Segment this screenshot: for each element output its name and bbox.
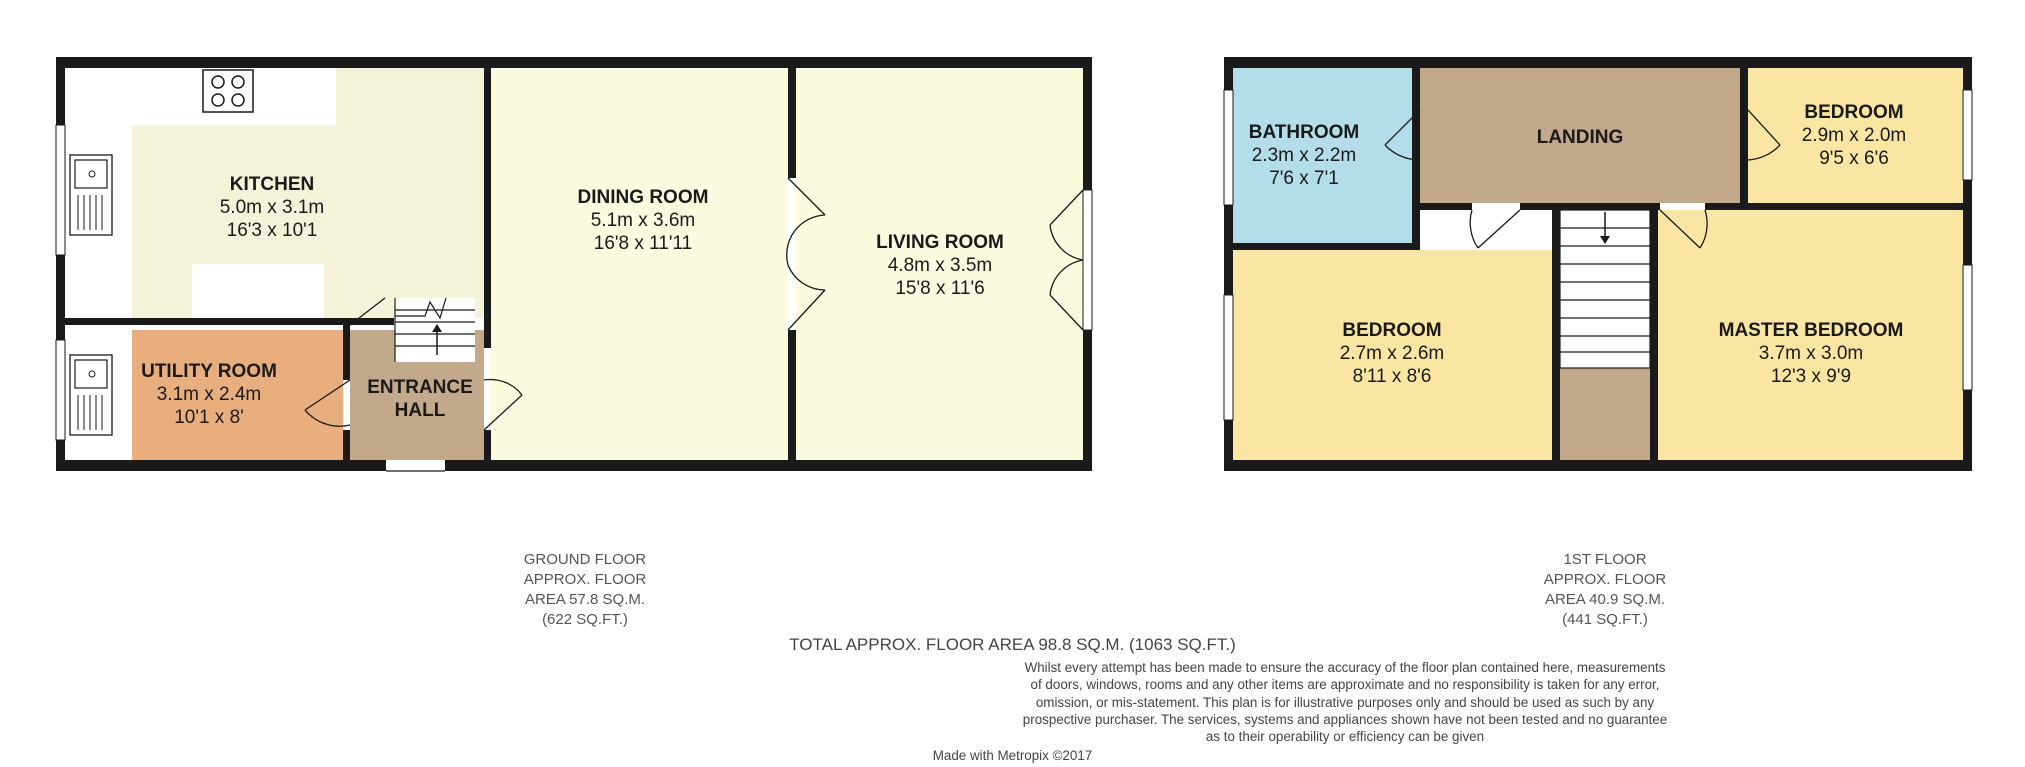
- disclaimer-line: as to their operability or efficiency can be given: [1205, 729, 1485, 745]
- disclaimer-line: Whilst every attempt has been made to ensure the accuracy of the floor plan contained here, measurements: [1024, 660, 1666, 675]
- bedroom-imperial: 8'11 x 8'6: [1352, 366, 1432, 387]
- first-floor-caption-line: 1ST FLOOR: [1563, 551, 1647, 568]
- bedroom-small-imperial: 9'5 x 6'6: [1819, 148, 1889, 169]
- ground-floor-caption-line: AREA 57.8 SQ.M.: [524, 591, 646, 608]
- first-floor-caption-line: AREA 40.9 SQ.M.: [1544, 591, 1666, 608]
- made-with-credit: Made with Metropix ©2017: [932, 748, 1093, 763]
- entrance-hall-label-line2: HALL: [394, 400, 446, 421]
- utility-room-label: UTILITY ROOM: [141, 361, 277, 382]
- bedroom-small-metric: 2.9m x 2.0m: [1801, 125, 1907, 146]
- disclaimer-line: omission, or mis-statement. This plan is for illustrative purposes only and should be used as such by any: [1035, 694, 1655, 710]
- kitchen-metric: 5.0m x 3.1m: [219, 197, 325, 218]
- hob-icon: [203, 70, 253, 112]
- first-floor-caption-line: (441 SQ.FT.): [1562, 611, 1648, 628]
- total-floor-area: TOTAL APPROX. FLOOR AREA 98.8 SQ.M. (1063 SQ.FT.): [789, 635, 1236, 654]
- utility-room-imperial: 10'1 x 8': [174, 407, 244, 428]
- kitchen-sink-icon: [70, 155, 112, 235]
- dining-room: [490, 68, 788, 460]
- master-bedroom-metric: 3.7m x 3.0m: [1758, 343, 1864, 364]
- landing-stair-lower: [1560, 368, 1650, 460]
- bedroom-metric: 2.7m x 2.6m: [1339, 343, 1445, 364]
- first-floor-caption: [1480, 550, 1730, 630]
- disclaimer: [930, 659, 1760, 745]
- first-floor-caption-line: APPROX. FLOOR: [1543, 571, 1667, 588]
- ground-floor-caption: [460, 550, 710, 630]
- disclaimer-line: prospective purchaser. The services, systems and appliances shown have not been tested and no guarantee: [1022, 711, 1668, 727]
- entrance-hall-label-line1: ENTRANCE: [367, 377, 473, 398]
- dining-room-imperial: 16'8 x 11'11: [593, 233, 693, 254]
- bedroom-small-label: BEDROOM: [1804, 102, 1904, 123]
- bathroom-metric: 2.3m x 2.2m: [1251, 145, 1357, 166]
- disclaimer-line: of doors, windows, rooms and any other items are approximate and no responsibility is taken for any error,: [1030, 677, 1660, 693]
- ground-floor-caption-line: APPROX. FLOOR: [523, 571, 647, 588]
- kitchen-island: [192, 264, 324, 318]
- master-bedroom-imperial: 12'3 x 9'9: [1770, 366, 1852, 387]
- bathroom-imperial: 7'6 x 7'1: [1269, 168, 1339, 189]
- ground-floor-caption-line: GROUND FLOOR: [523, 551, 647, 568]
- bedroom-label: BEDROOM: [1342, 320, 1442, 341]
- bathroom-label: BATHROOM: [1248, 122, 1360, 143]
- utility-room-metric: 3.1m x 2.4m: [156, 384, 262, 405]
- dining-room-label: DINING ROOM: [577, 187, 709, 208]
- dining-room-metric: 5.1m x 3.6m: [590, 210, 696, 231]
- master-bedroom-label: MASTER BEDROOM: [1718, 320, 1904, 341]
- utility-sink-icon: [70, 355, 112, 435]
- living-room-imperial: 15'8 x 11'6: [895, 278, 985, 299]
- kitchen-label: KITCHEN: [229, 174, 315, 195]
- ground-floor-caption-line: (622 SQ.FT.): [542, 611, 628, 628]
- landing-label: LANDING: [1536, 127, 1624, 148]
- living-room-label: LIVING ROOM: [876, 232, 1004, 253]
- kitchen-imperial: 16'3 x 10'1: [226, 220, 318, 241]
- living-room-metric: 4.8m x 3.5m: [887, 255, 993, 276]
